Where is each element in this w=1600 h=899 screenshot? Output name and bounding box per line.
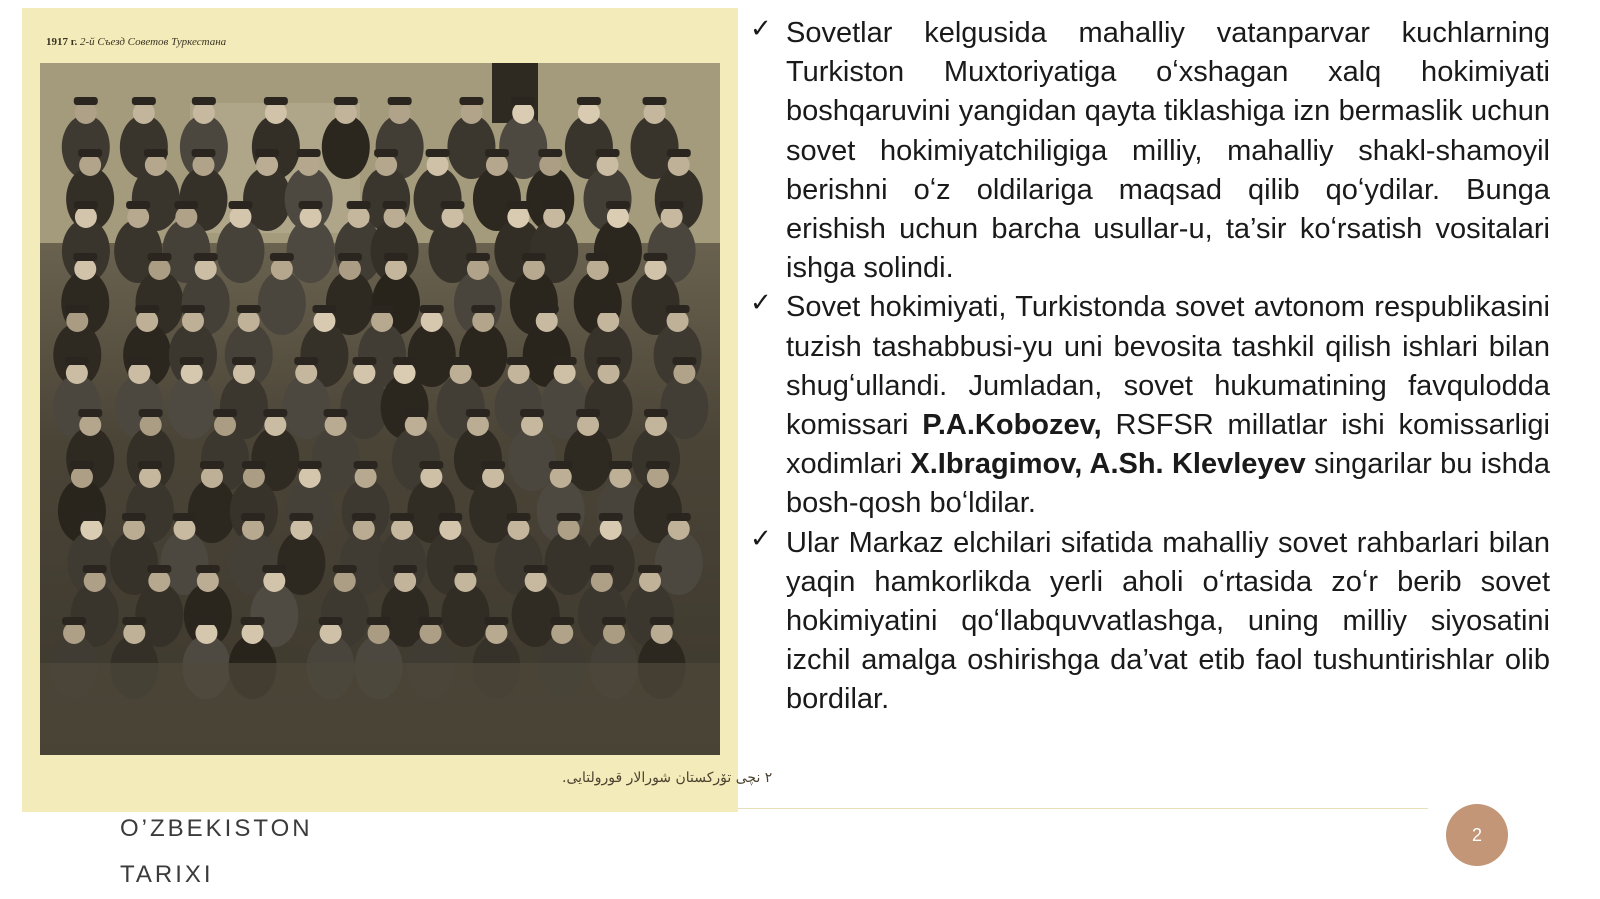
photo-caption-top — [46, 36, 226, 48]
crowd-of-people-image — [40, 63, 720, 755]
footer-title-line-1: O’ZBEKISTON — [120, 815, 313, 842]
footer-divider — [738, 808, 1428, 809]
bold-name-text: X.Ibragimov, A.Sh. Klevleyev — [910, 448, 1306, 481]
photo-caption-year: 1917 г. — [46, 36, 78, 48]
photo-caption-title: 2-й Съезд Советов Туркестана — [80, 36, 227, 48]
footer-title-line-2: TARIXI — [120, 861, 214, 888]
bullet-paragraph-2 — [750, 288, 1550, 523]
slide-text-content — [750, 14, 1550, 720]
paragraph-text: singarilar bu ishda bosh-qosh boʻldilar. — [786, 448, 1550, 520]
checkmark-icon: ✓ — [750, 288, 772, 319]
bullet-paragraph-1 — [750, 14, 1550, 288]
paragraph-text: Sovet hokimiyati, Turkistonda sovet avtonom respublikasini tuzish tashabbusi-yu uni bevosita tashkil qilish ishlari bilan shugʻullandi. Jumladan, sovet hukumatining favqulodda komissari — [786, 291, 1550, 442]
paragraph-text: Ular Markaz elchilari sifatida mahalliy sovet rahbarlari bilan yaqin hamkorlikda yerli aholi oʻrtasida zoʻr berib sovet hokimiyatini qoʻllabquvvatlashga, uning milliy siyosatini izchil amalga oshirishga da’vat etib faol tushuntirishlar olib bordilar. — [786, 526, 1550, 716]
bullet-paragraph-3 — [750, 524, 1550, 720]
photo-caption-bottom: ۲ نچی تۆركستان شورالار قورولتايى. — [562, 770, 773, 786]
paragraph-text: RSFSR millatlar ishi komissarligi xodimlari — [786, 409, 1550, 481]
page-number-badge: 2 — [1446, 804, 1508, 866]
footer-title — [120, 806, 313, 898]
checkmark-icon: ✓ — [750, 14, 772, 44]
checkmark-icon: ✓ — [750, 523, 772, 554]
bold-name-text: P.A.Kobozev, — [922, 409, 1102, 442]
paragraph-text: Sovetlar kelgusida mahalliy vatanparvar kuchlarning Turkiston Muxtoriyatiga oʻxshagan xalq hokimiyati boshqaruvini yangidan qayta tiklashiga izn bermaslik uchun sovet hokimiyatchiligiga milliy, mahalliy shakl-shamoyil berishni oʻz oldilariga maqsad qilib qoʻydilar. Bunga erishish uchun barcha usullar-u, ta’sir koʻrsatish vositalari ishga solindi. — [786, 17, 1550, 285]
group-photograph — [40, 63, 720, 755]
